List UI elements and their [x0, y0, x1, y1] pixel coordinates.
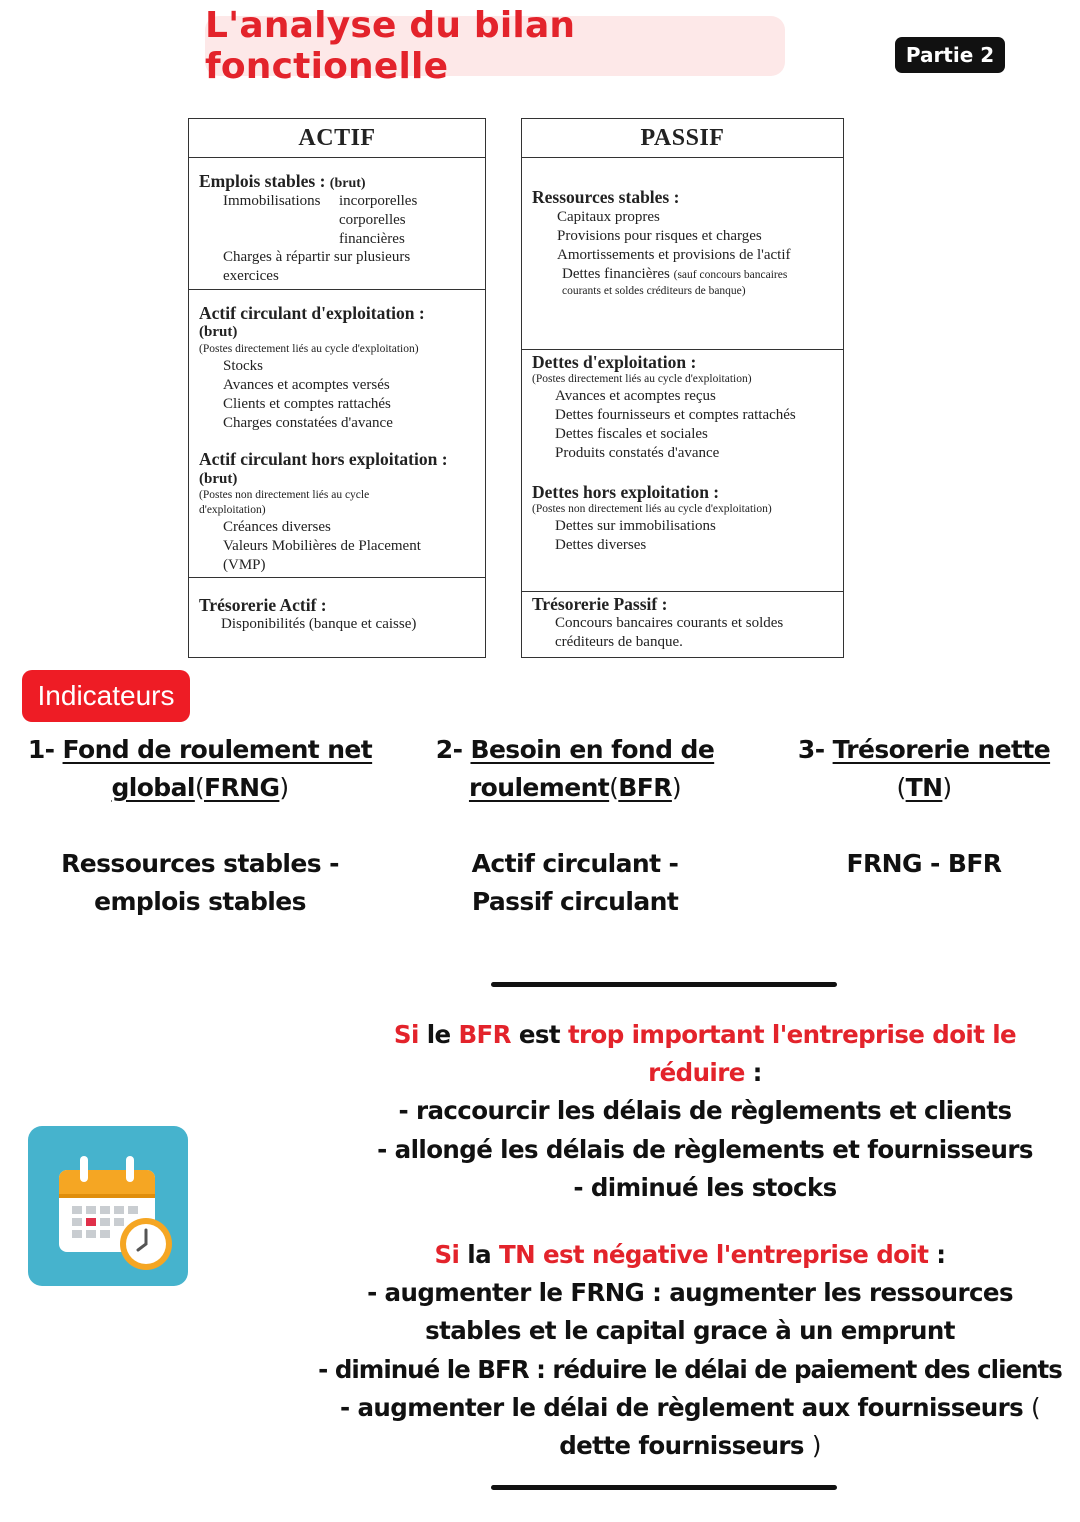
ace-title: Actif circulant d'exploitation :: [199, 303, 425, 323]
ache-brut: (brut): [199, 471, 238, 487]
formula-frng: Ressources stables - emplois stables: [61, 849, 339, 916]
indicator-tn-title: 3- Trésorerie nette (TN): [797, 735, 1051, 802]
ache-title: Actif circulant hors exploitation :: [199, 449, 448, 469]
ressources-stables-title: Ressources stables :: [532, 187, 680, 207]
ace-brut: (brut): [199, 324, 238, 340]
dettes-exploitation-note: (Postes directement liés au cycle d'exploitation): [532, 373, 752, 385]
actif-circulant-section: [189, 289, 485, 578]
bfr-advice-item: - diminué les stocks: [573, 1172, 837, 1202]
indicateurs-badge: Indicateurs: [22, 670, 190, 722]
immo-corporelles: corporelles: [339, 212, 406, 228]
ache-item: Créances diverses: [223, 519, 331, 535]
ace-item: Charges constatées d'avance: [223, 415, 393, 431]
ressource-item: Amortissements et provisions de l'actif: [557, 247, 791, 263]
dettes-exploitation-item: Avances et acomptes reçus: [555, 388, 716, 404]
page-title: L'analyse du bilan fonctionelle: [205, 16, 785, 76]
divider-top: [491, 982, 837, 987]
dettes-hors-exploitation-item: Dettes diverses: [555, 537, 647, 553]
dettes-hors-exploitation-note: (Postes non directement liés au cycle d'exploitation): [532, 503, 772, 515]
immo-incorporelles: incorporelles: [339, 193, 418, 209]
tresorerie-passif-item: créditeurs de banque.: [555, 634, 683, 650]
dettes-financieres: Dettes financières (sauf concours bancaires: [562, 266, 788, 282]
tresorerie-passif-item: Concours bancaires courants et soldes: [555, 615, 784, 631]
ressource-item: Capitaux propres: [557, 209, 660, 225]
dettes-exploitation-item: Dettes fournisseurs et comptes rattachés: [555, 407, 796, 423]
ache-note-2: d'exploitation): [199, 504, 266, 516]
dettes-financieres-note: courants et soldes créditeurs de banque): [562, 285, 746, 297]
ache-item: Valeurs Mobilières de Placement: [223, 538, 421, 554]
indicator-frng-title: 1- Fond de roulement net global(FRNG): [27, 735, 373, 802]
ace-item: Clients et comptes rattachés: [223, 396, 391, 412]
tn-advice-line: stables et le capital grace à un emprunt: [425, 1316, 955, 1346]
calendar-clock-icon: [28, 1126, 188, 1286]
charges-a-repartir: Charges à répartir sur plusieurs: [223, 249, 411, 265]
passif-table: [521, 118, 844, 658]
dettes-hors-exploitation-title: Dettes hors exploitation :: [532, 482, 720, 502]
immobilisations-label: Immobilisations: [223, 193, 321, 209]
tresorerie-actif-item: Disponibilités (banque et caisse): [221, 616, 417, 632]
dettes-exploitation-item: Dettes fiscales et sociales: [555, 426, 708, 442]
ace-note: (Postes directement liés au cycle d'exploitation): [199, 343, 419, 355]
ache-note-1: (Postes non directement liés au cycle: [199, 489, 370, 501]
tn-advice-line: - diminué le BFR : réduire le délai de paiement des clients: [318, 1354, 1062, 1384]
dettes-hors-exploitation-item: Dettes sur immobilisations: [555, 518, 716, 534]
tresorerie-passif-section: [522, 591, 843, 656]
actif-emplois-section: [189, 159, 485, 289]
formula-tn: FRNG - BFR: [846, 849, 1002, 878]
formula-bfr: Actif circulant - Passif circulant: [471, 849, 679, 916]
tresorerie-actif-section: [189, 577, 485, 656]
dettes-exploitation-title: Dettes d'exploitation :: [532, 352, 697, 372]
actif-header: ACTIF: [189, 119, 485, 158]
ache-item: (VMP): [223, 557, 266, 573]
actif-table: [188, 118, 486, 658]
charges-exercices: exercices: [223, 268, 279, 284]
bfr-advice: Si le BFR est trop important l'entreprise doit le réduire : - raccourcir les délais de règlements et clients - allongé les délais de règlements et fournisseurs - diminué les stocks: [330, 1016, 1080, 1207]
ressources-section: [522, 159, 843, 349]
part-badge: Partie 2: [895, 37, 1005, 73]
immo-financieres: financières: [339, 231, 405, 247]
ace-item: Stocks: [223, 358, 264, 374]
divider-bottom: [491, 1485, 837, 1490]
indicator-bfr-title: 2- Besoin en fond de roulement(BFR): [435, 735, 715, 802]
tn-advice-line: - augmenter le délai de règlement aux fournisseurs (: [339, 1392, 1040, 1422]
passif-header: PASSIF: [522, 119, 843, 158]
tn-advice: Si la TN est négative l'entreprise doit : - augmenter le FRNG : augmenter les ressources stables et le capital grace à un emprunt - diminué le BFR : réduire le délai de paiement des clients - augmenter le délai de règlement aux fournisseurs ( dette fournisseurs ): [300, 1236, 1080, 1465]
tn-advice-line: dette fournisseurs ): [559, 1431, 821, 1461]
ace-item: Avances et acomptes versés: [223, 377, 390, 393]
dettes-exploitation-item: Produits constatés d'avance: [555, 445, 720, 461]
bfr-advice-item: - raccourcir les délais de règlements et clients: [398, 1096, 1012, 1126]
tresorerie-passif-title: Trésorerie Passif :: [532, 594, 668, 614]
tn-advice-line: - augmenter le FRNG : augmenter les ressources: [367, 1278, 1013, 1308]
tresorerie-actif-title: Trésorerie Actif :: [199, 595, 327, 615]
bfr-advice-item: - allongé les délais de règlements et fournisseurs: [377, 1134, 1033, 1164]
dettes-section: [522, 349, 843, 592]
ressource-item: Provisions pour risques et charges: [557, 228, 762, 244]
emplois-stables-title: Emplois stables : (brut): [199, 171, 366, 191]
